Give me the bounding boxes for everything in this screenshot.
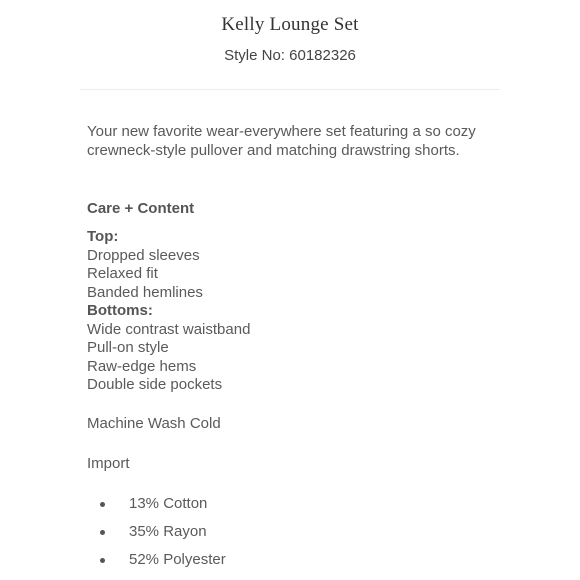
bottoms-feature: Wide contrast waistband: [87, 320, 251, 338]
feature-list: [87, 228, 250, 395]
origin: Import: [87, 455, 130, 472]
material-text: 13% Cotton: [129, 495, 208, 512]
product-description: Your new favorite wear-everywhere set featuring a so cozy crewneck-style pullover and matching drawstring shorts.: [87, 123, 476, 159]
bullet-icon: [100, 530, 105, 535]
product-title: Kelly Lounge Set: [221, 14, 359, 35]
divider: [80, 89, 500, 90]
material-text: 35% Rayon: [129, 523, 207, 540]
top-feature: Relaxed fit: [87, 265, 158, 282]
top-feature: Banded hemlines: [87, 283, 203, 301]
top-heading: Top:: [87, 228, 119, 245]
material-text: 52% Polyester: [129, 551, 226, 568]
bottoms-feature: Raw-edge hems: [87, 357, 197, 375]
top-feature: Dropped sleeves: [87, 246, 200, 264]
bottoms-heading: Bottoms:: [87, 302, 153, 319]
bullet-icon: [100, 502, 105, 507]
care-instructions: Machine Wash Cold: [87, 415, 221, 432]
style-number: Style No: 60182326: [224, 47, 356, 64]
bottoms-feature: Double side pockets: [87, 376, 223, 393]
bottoms-feature: Pull-on style: [87, 339, 169, 356]
care-content-heading: Care + Content: [87, 200, 195, 217]
bullet-icon: [100, 558, 105, 563]
